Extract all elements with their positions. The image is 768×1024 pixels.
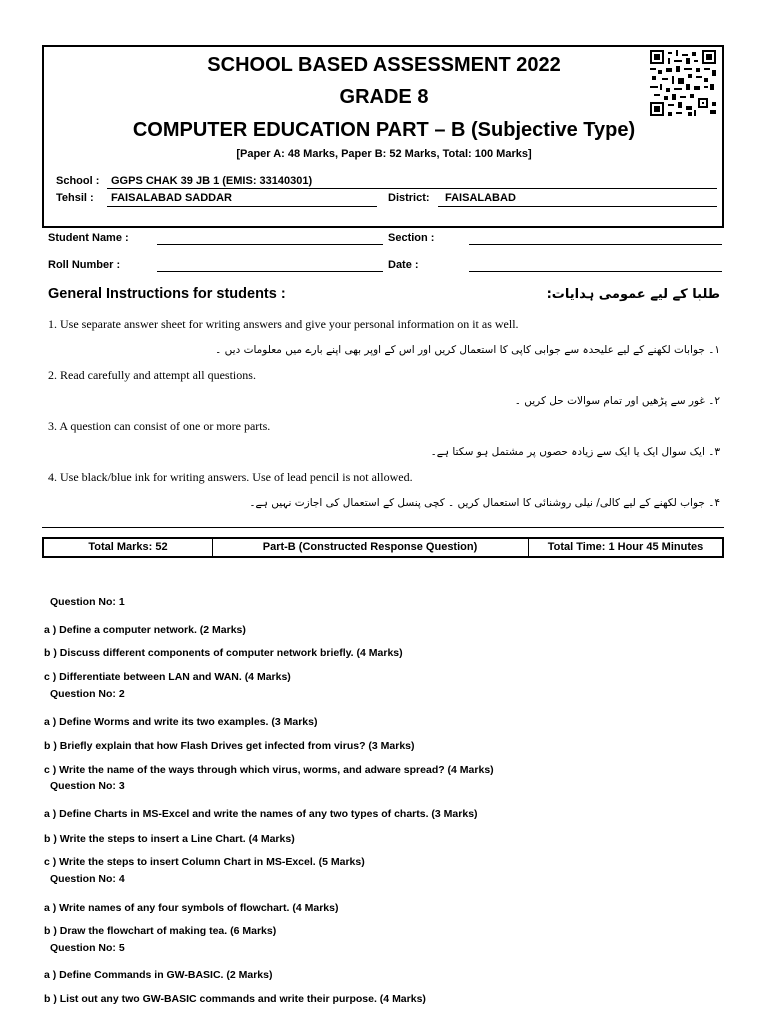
question-1c: c ) Differentiate between LAN and WAN. (4 Marks)	[44, 671, 291, 683]
question-3a: a ) Define Charts in MS-Excel and write the names of any two types of charts. (3 Marks)	[44, 808, 478, 820]
marks-note: [Paper A: 48 Marks, Paper B: 52 Marks, Total: 100 Marks]	[236, 148, 532, 160]
student-name-line[interactable]	[157, 244, 383, 245]
question-1a: a ) Define a computer network. (2 Marks)	[44, 624, 246, 636]
question-2a: a ) Define Worms and write its two examples. (3 Marks)	[44, 716, 318, 728]
roll-number-line[interactable]	[157, 271, 383, 272]
question-3-heading: Question No: 3	[50, 780, 125, 792]
question-2b: b ) Briefly explain that how Flash Drives get infected from virus? (3 Marks)	[44, 740, 415, 752]
instruction-2-urdu: ۲۔ غور سے پڑھیں اور تمام سوالات حل کریں ۔	[514, 395, 720, 407]
school-underline	[107, 188, 717, 189]
title-assessment: SCHOOL BASED ASSESSMENT 2022	[207, 54, 561, 76]
roll-number-label: Roll Number :	[48, 259, 121, 271]
question-4a: a ) Write names of any four symbols of flowchart. (4 Marks)	[44, 902, 339, 914]
question-2c: c ) Write the name of the ways through which virus, worms, and adware spread? (4 Marks)	[44, 764, 494, 776]
tehsil-label: Tehsil :	[56, 192, 94, 204]
instruction-1: 1. Use separate answer sheet for writing answers and give your personal information on it as well.	[48, 317, 519, 331]
question-2-heading: Question No: 2	[50, 688, 125, 700]
district-label: District:	[388, 192, 430, 204]
total-time: Total Time: 1 Hour 45 Minutes	[547, 541, 704, 553]
instruction-4-urdu: ۴۔ جواب لکھنے کے لیے کالی/ نیلی روشنائی کا استعمال کریں ۔ کچی پنسل کے استعمال کی اجازت نہیں ہے۔	[249, 497, 720, 509]
question-3c: c ) Write the steps to insert Column Chart in MS-Excel. (5 Marks)	[44, 856, 365, 868]
instruction-3-urdu: ۳۔ ایک سوال ایک یا ایک سے زیادہ حصوں پر مشتمل ہو سکتا ہے۔	[430, 446, 720, 458]
school-label: School :	[56, 175, 100, 187]
question-4-heading: Question No: 4	[50, 873, 125, 885]
district-underline	[438, 206, 717, 207]
section-divider	[42, 527, 724, 528]
title-subject: COMPUTER EDUCATION PART – B (Subjective Type)	[132, 119, 636, 141]
date-line[interactable]	[469, 271, 722, 272]
title-grade: GRADE 8	[339, 86, 429, 108]
question-1b: b ) Discuss different components of computer network briefly. (4 Marks)	[44, 647, 403, 659]
instructions-title: General Instructions for students :	[48, 286, 286, 302]
tehsil-value: FAISALABAD SADDAR	[111, 192, 232, 204]
question-3b: b ) Write the steps to insert a Line Chart. (4 Marks)	[44, 833, 295, 845]
question-5-heading: Question No: 5	[50, 942, 125, 954]
question-5b: b ) List out any two GW-BASIC commands and write their purpose. (4 Marks)	[44, 993, 426, 1005]
question-5a: a ) Define Commands in GW-BASIC. (2 Marks)	[44, 969, 273, 981]
instruction-1-urdu: ۱۔ جوابات لکھنے کے لیے علیحدہ سے جوابی کاپی کا استعمال کریں اور اس کے اوپر بھی اپنے بارے میں معلومات دیں ۔	[215, 344, 720, 356]
total-marks: Total Marks: 52	[44, 539, 213, 556]
school-value: GGPS CHAK 39 JB 1 (EMIS: 33140301)	[111, 175, 313, 187]
district-value: FAISALABAD	[445, 192, 516, 204]
student-name-label: Student Name :	[48, 232, 129, 244]
qr-code	[650, 50, 716, 116]
part-label: Part-B (Constructed Response Question)	[212, 539, 529, 556]
question-4b: b ) Draw the flowchart of making tea. (6 Marks)	[44, 925, 277, 937]
instructions-title-urdu: طلبا کے لیے عمومی ہدایات:	[546, 287, 720, 302]
section-line[interactable]	[469, 244, 722, 245]
date-label: Date :	[388, 259, 419, 271]
marks-bar	[42, 537, 724, 558]
instruction-4: 4. Use black/blue ink for writing answers. Use of lead pencil is not allowed.	[48, 470, 413, 484]
instruction-3: 3. A question can consist of one or more parts.	[48, 419, 271, 433]
tehsil-underline	[107, 206, 377, 207]
section-label: Section :	[388, 232, 435, 244]
question-1-heading: Question No: 1	[50, 596, 125, 608]
instruction-2: 2. Read carefully and attempt all questions.	[48, 368, 256, 382]
